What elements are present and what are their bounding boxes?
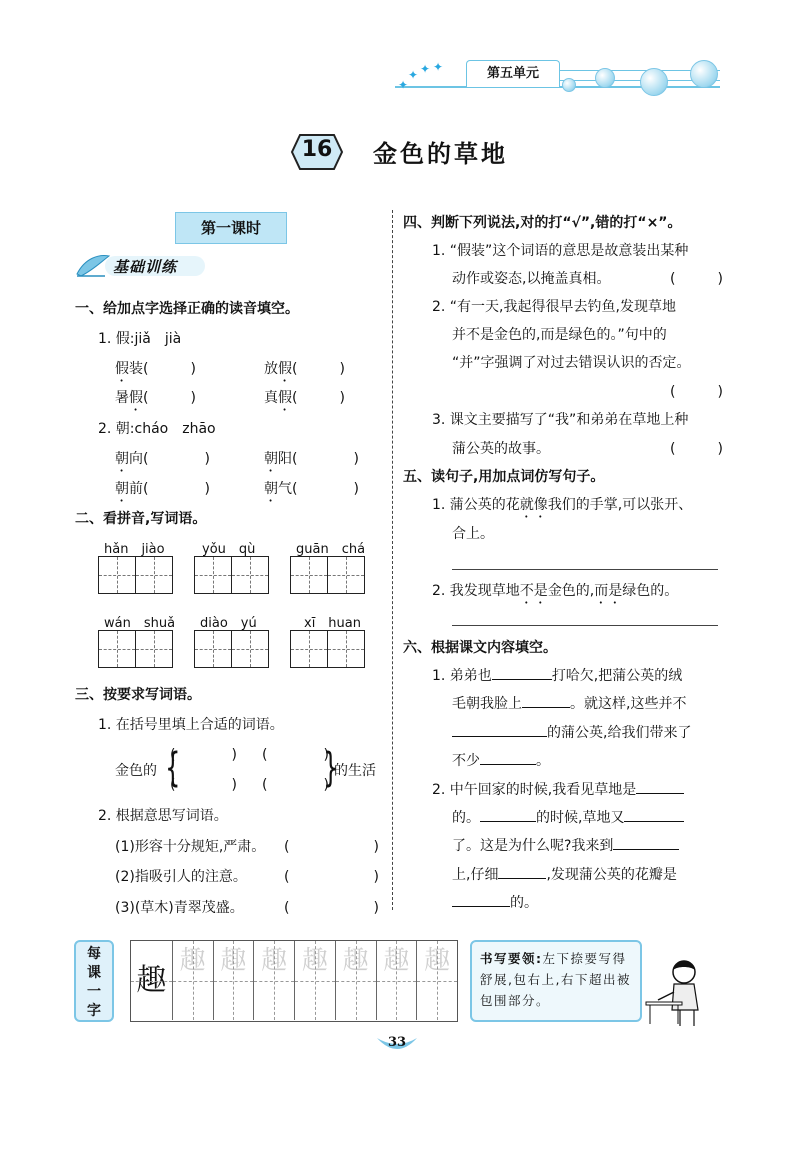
q5-sentence-1: 1. 蒲公英的花就像我们的手掌,可以张开、 (432, 497, 693, 513)
trace-cell[interactable]: 趣 (294, 941, 335, 1020)
q6-line: 上,仔细 ,发现蒲公英的花瓣是 (452, 864, 677, 884)
q6-line: 的。 (452, 892, 538, 912)
q4-title: 四、判断下列说法,对的打“√”,错的打“×”。 (403, 215, 682, 231)
q1-word: 暑假( ) (115, 390, 196, 406)
q6-line: 的蒲公英,给我们带来了 (452, 722, 691, 742)
q1-word: 朝向( ) (115, 451, 210, 467)
trace-cell[interactable]: 趣 (376, 941, 417, 1020)
unit-label: 第五单元 (466, 60, 560, 87)
q4-line: “并”字强调了对过去错误认识的否定。 (452, 355, 691, 371)
left-brace: { (165, 745, 181, 791)
definition: (3)(草木)青翠茂盛。 (115, 900, 244, 916)
student-writing-illustration (644, 958, 708, 1028)
q4-line: 2. “有一天,我起得很早去钓鱼,发现草地 (432, 299, 676, 315)
q6-line: 1. 弟弟也 打哈欠,把蒲公英的绒 (432, 665, 682, 685)
blank-paren[interactable]: ( ) (262, 747, 329, 763)
gold-prefix: 金色的 (115, 763, 157, 779)
column-divider (392, 210, 393, 910)
q1-item2-label: 2. 朝:cháo zhāo (98, 421, 216, 437)
bubble-decoration (640, 68, 668, 96)
trace-cell[interactable]: 趣 (335, 941, 376, 1020)
q4-line: 并不是金色的,而是绿色的。”句中的 (452, 327, 667, 343)
answer-paren[interactable]: ( ) (284, 869, 379, 885)
pinyin-label: guān chá (296, 542, 366, 557)
writing-grid[interactable] (98, 630, 173, 668)
pinyin-label: diào yú (200, 616, 257, 631)
writing-grid[interactable] (290, 630, 365, 668)
q6-line: 不少 。 (452, 750, 550, 770)
pinyin-label: xī huan (304, 616, 361, 631)
q1-word: 假装( ) (115, 361, 196, 377)
q4-line: 1. “假装”这个词语的意思是故意装出某种 (432, 243, 689, 259)
model-character: 趣 (131, 941, 172, 1020)
trace-cell[interactable]: 趣 (416, 941, 457, 1020)
q1-title: 一、给加点字选择正确的读音填空。 (75, 301, 299, 317)
q1-word: 朝阳( ) (264, 451, 359, 467)
star-icon: ✦ (398, 78, 409, 92)
lesson-title: 金色的草地 (373, 140, 508, 168)
q3-item1: 1. 在括号里填上合适的词语。 (98, 717, 284, 733)
page-number: 33 (387, 1035, 407, 1050)
trace-cell[interactable]: 趣 (213, 941, 254, 1020)
blank-paren[interactable]: ( ) (262, 777, 329, 793)
writing-grid[interactable] (98, 556, 173, 594)
writing-grid[interactable] (194, 630, 269, 668)
gold-suffix: 的生活 (334, 763, 376, 779)
check-paren[interactable]: ( ) (670, 441, 723, 457)
q1-word: 真假( ) (264, 390, 345, 406)
q6-line: 毛朝我脸上 。就这样,这些并不 (452, 693, 686, 713)
q3-item2: 2. 根据意思写词语。 (98, 808, 228, 824)
blank-paren[interactable]: ( ) (170, 747, 237, 763)
check-paren[interactable]: ( ) (670, 271, 723, 287)
lesson-number: 16 (301, 137, 333, 162)
bubble-decoration (690, 60, 718, 88)
bubble-decoration (595, 68, 615, 88)
q4-line: 3. 课文主要描写了“我”和弟弟在草地上种 (432, 412, 689, 428)
q1-word: 朝前( ) (115, 481, 210, 497)
tip-text: 左下捺要写得舒展,包右上,右下超出被包围部分。 (480, 951, 631, 1008)
q3-title: 三、按要求写词语。 (75, 687, 201, 703)
q5-sentence-1-end: 合上。 (452, 526, 494, 542)
trace-cell[interactable]: 趣 (253, 941, 294, 1020)
q5-title: 五、读句子,用加点词仿写句子。 (403, 469, 605, 485)
q1-item1-label: 1. 假:jiǎ jià (98, 331, 182, 347)
right-brace: } (323, 745, 339, 791)
q6-title: 六、根据课文内容填空。 (403, 640, 557, 656)
star-icon: ✦ (420, 62, 431, 76)
definition: (1)形容十分规矩,严肃。 (115, 839, 266, 855)
q6-line: 的。 的时候,草地又 (452, 807, 684, 827)
q6-line: 2. 中午回家的时候,我看见草地是 (432, 779, 684, 799)
q4-line: 蒲公英的故事。 (452, 441, 550, 457)
character-practice-grid[interactable] (130, 940, 458, 1022)
q1-word: 放假( ) (264, 361, 345, 377)
star-icon: ✦ (433, 60, 444, 74)
pinyin-label: yǒu qù (202, 542, 256, 557)
bubble-decoration (562, 78, 576, 92)
writing-grid[interactable] (290, 556, 365, 594)
period-label: 第一课时 (175, 212, 287, 244)
q1-word: 朝气( ) (264, 481, 359, 497)
blank-paren[interactable]: ( ) (170, 777, 237, 793)
q2-title: 二、看拼音,写词语。 (75, 511, 207, 527)
tip-title: 书写要领: (480, 951, 543, 966)
answer-line[interactable] (452, 625, 718, 626)
q4-line: 动作或姿态,以掩盖真相。 (452, 271, 611, 287)
star-icon: ✦ (408, 68, 419, 82)
answer-paren[interactable]: ( ) (284, 900, 379, 916)
definition: (2)指吸引人的注意。 (115, 869, 247, 885)
daily-character-label: 每 课 一 字 (74, 940, 114, 1022)
q6-line: 了。这是为什么呢?我来到 (452, 835, 679, 855)
basic-training-banner (75, 252, 210, 278)
check-paren[interactable]: ( ) (670, 384, 723, 400)
q5-sentence-2: 2. 我发现草地不是金色的,而是绿色的。 (432, 583, 679, 599)
pinyin-label: hǎn jiào (104, 542, 165, 557)
answer-line[interactable] (452, 569, 718, 570)
answer-paren[interactable]: ( ) (284, 839, 379, 855)
writing-grid[interactable] (194, 556, 269, 594)
writing-tip (470, 940, 642, 1022)
pinyin-label: wán shuǎ (104, 616, 176, 631)
basic-training-label: 基础训练 (113, 258, 178, 276)
trace-cell[interactable]: 趣 (172, 941, 213, 1020)
